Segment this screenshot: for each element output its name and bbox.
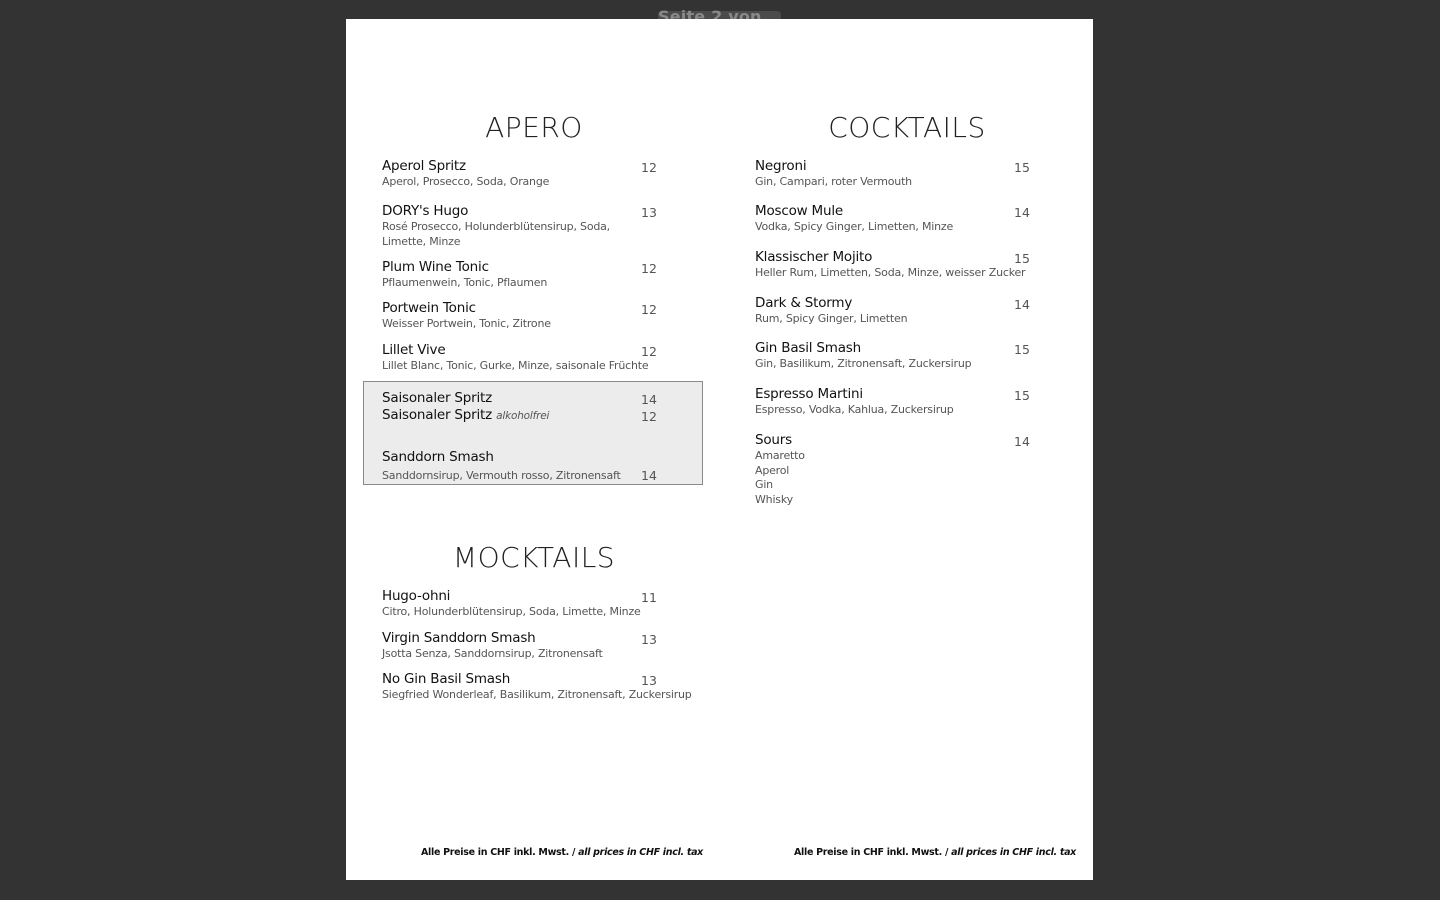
item-price: 13	[641, 205, 657, 220]
cocktails-title: COCKTAILS	[828, 111, 986, 144]
menu-item	[755, 249, 1055, 281]
item-description: Weisser Portwein, Tonic, Zitrone	[382, 317, 551, 330]
item-name: Virgin Sanddorn Smash	[382, 630, 536, 646]
item-price: 14	[641, 392, 657, 407]
item-name: Saisonaler Spritz	[382, 390, 493, 406]
menu-item	[755, 340, 1055, 372]
item-price: 14	[1014, 297, 1030, 312]
item-price: 12	[641, 160, 657, 175]
menu-item	[755, 386, 1055, 418]
item-name: Aperol Spritz	[382, 158, 466, 174]
item-description: Rum, Spicy Ginger, Limetten	[755, 312, 908, 325]
item-price: 14	[1014, 205, 1030, 220]
item-description: Espresso, Vodka, Kahlua, Zuckersirup	[755, 403, 954, 416]
sours-option: Aperol	[755, 463, 790, 477]
item-name: Espresso Martini	[755, 386, 863, 402]
item-name-text: Saisonaler Spritz	[382, 407, 493, 423]
footer-en: all prices in CHF incl. tax	[951, 847, 1077, 858]
footer-left	[421, 847, 703, 858]
item-name: Negroni	[755, 158, 807, 174]
item-price: 11	[641, 590, 657, 605]
item-price: 15	[1014, 388, 1030, 403]
item-price: 13	[641, 632, 657, 647]
item-name: Portwein Tonic	[382, 300, 476, 316]
item-price: 13	[641, 673, 657, 688]
item-price: 15	[1014, 160, 1030, 175]
menu-item	[382, 203, 642, 249]
footer-en: all prices in CHF incl. tax	[578, 847, 704, 858]
item-price: 12	[641, 302, 657, 317]
item-price: 14	[641, 468, 657, 483]
item-name: Sours	[755, 432, 792, 448]
item-name	[382, 407, 682, 423]
item-description: Aperol, Prosecco, Soda, Orange	[382, 175, 550, 188]
item-description: Jsotta Senza, Sanddornsirup, Zitronensaft	[382, 647, 603, 660]
sours-option: Whisky	[755, 492, 793, 506]
menu-item	[755, 203, 1055, 235]
item-description: Heller Rum, Limetten, Soda, Minze, weisser Zucker	[755, 266, 1026, 279]
item-name: Lillet Vive	[382, 342, 446, 358]
item-name: Plum Wine Tonic	[382, 259, 489, 275]
mocktails-title: MOCKTAILS	[452, 541, 616, 574]
item-name: DORY's Hugo	[382, 203, 469, 219]
item-price: 14	[1014, 434, 1030, 449]
menu-item	[755, 295, 1055, 327]
item-description: Rosé Prosecco, Holunderblütensirup, Soda, Limette, Minze	[382, 220, 610, 248]
item-price: 12	[641, 409, 657, 424]
footer-de: Alle Preise in CHF inkl. Mwst. /	[794, 847, 952, 858]
menu-item	[382, 259, 682, 291]
apero-title: APERO	[485, 111, 583, 144]
item-description: Sanddornsirup, Vermouth rosso, Zitronensaft	[382, 469, 621, 482]
non-alcoholic-note: alkoholfrei	[496, 410, 550, 422]
item-name: Dark & Stormy	[755, 295, 853, 311]
menu-page	[346, 19, 1093, 880]
menu-item	[382, 158, 682, 190]
item-description: Siegfried Wonderleaf, Basilikum, Zitronensaft, Zuckersirup	[382, 688, 692, 701]
item-description: Gin, Campari, roter Vermouth	[755, 175, 912, 188]
item-description: Citro, Holunderblütensirup, Soda, Limette, Minze	[382, 605, 641, 618]
item-name: Moscow Mule	[755, 203, 844, 219]
item-name: No Gin Basil Smash	[382, 671, 511, 687]
page-indicator: Seite 2 von 13	[658, 11, 781, 40]
sours-option: Amaretto	[755, 449, 805, 462]
item-price: 15	[1014, 251, 1030, 266]
item-name: Sanddorn Smash	[382, 449, 494, 465]
menu-item	[382, 407, 682, 423]
item-name: Gin Basil Smash	[755, 340, 862, 356]
menu-item	[382, 671, 722, 703]
item-price: 12	[641, 261, 657, 276]
item-name: Klassischer Mojito	[755, 249, 873, 265]
item-name: Hugo-ohni	[382, 588, 451, 604]
item-description: Lillet Blanc, Tonic, Gurke, Minze, saisonale Früchte	[382, 359, 649, 372]
item-price: 15	[1014, 342, 1030, 357]
item-description: Pflaumenwein, Tonic, Pflaumen	[382, 276, 548, 289]
footer-de: Alle Preise in CHF inkl. Mwst. /	[421, 847, 579, 858]
menu-item	[382, 300, 682, 332]
menu-item	[755, 158, 1055, 190]
sours-option: Gin	[755, 478, 773, 491]
item-price: 12	[641, 344, 657, 359]
item-description: Gin, Basilikum, Zitronensaft, Zuckersirup	[755, 357, 972, 370]
menu-item-sours	[755, 432, 1055, 507]
footer-right	[794, 847, 1076, 858]
menu-item	[382, 390, 682, 406]
item-description: Vodka, Spicy Ginger, Limetten, Minze	[755, 220, 954, 233]
